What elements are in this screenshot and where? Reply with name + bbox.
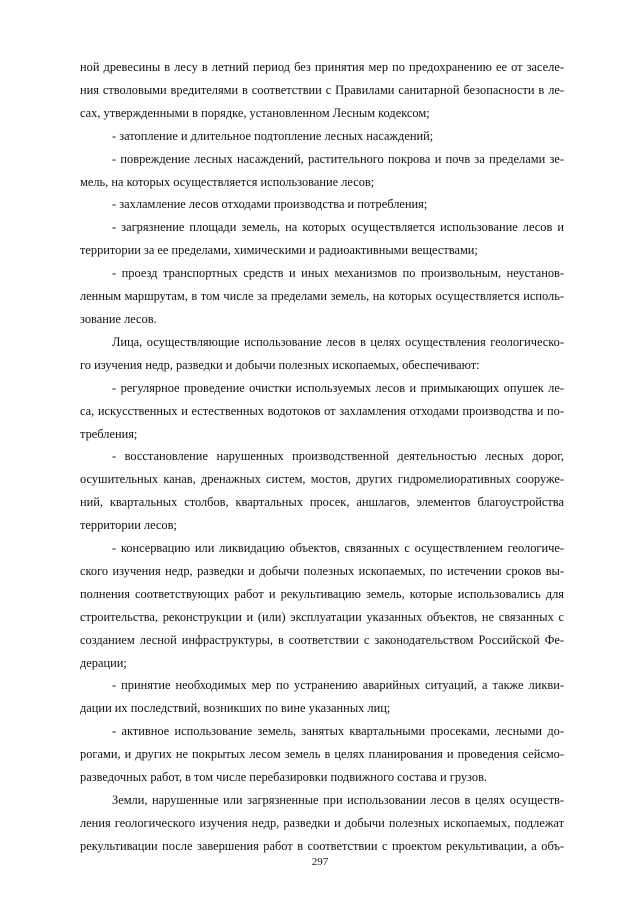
text-line: - проезд транспортных средств и иных механизмов по произвольным, неустанов- — [112, 266, 564, 281]
page-number: 297 — [311, 856, 329, 868]
text-line: ления геологического изучения недр, разведки и добычи полезных ископаемых, подлежат — [80, 815, 564, 830]
text-line: рогами, и других не покрытых лесом земель в целях планирования и проведения сейсмо- — [80, 747, 564, 762]
text-line: са, искусственных и естественных водотоков от захламления отходами производства и по- — [80, 403, 564, 418]
text-line: ленным маршрутам, в том числе за пределами земель, на которых осуществляется исполь- — [80, 289, 564, 304]
text-line: зование лесов. — [80, 311, 157, 326]
text-line: - затопление и длительное подтопление лесных насаждений; — [112, 128, 434, 143]
text-line: - захламление лесов отходами производства и потребления; — [112, 197, 428, 212]
text-line: сах, утвержденными в порядке, установленном Лесным кодексом; — [80, 105, 430, 120]
text-line: Земли, нарушенные или загрязненные при использовании лесов в целях осуществ- — [112, 793, 564, 807]
text-line: осушительных канав, дренажных систем, мостов, других гидромелиоративных сооруже- — [80, 472, 564, 487]
text-line: разведочных работ, в том числе перебазировки подвижного состава и грузов. — [80, 770, 488, 785]
text-line: - повреждение лесных насаждений, растительного покрова и почв за пределами зе- — [112, 151, 564, 166]
text-line: мель, на которых осуществляется использование лесов; — [80, 174, 375, 189]
text-line: Лица, осуществляющие использование лесов в целях осуществления геологическо- — [112, 334, 564, 349]
text-line: - активное использование земель, занятых квартальными просеками, лесными до- — [112, 724, 564, 739]
text-line: - принятие необходимых мер по устранению аварийных ситуаций, а также ликви- — [112, 678, 564, 693]
text-line: ной древесины в лесу в летний период без принятия мер по предохранению ее от заселе- — [80, 60, 564, 74]
text-line: территории лесов; — [80, 518, 177, 533]
text-line: - консервацию или ликвидацию объектов, связанных с осуществлением геологиче- — [112, 541, 564, 556]
text-line: рекультивации после завершения работ в соответствии с проектом рекультивации, а объ- — [80, 838, 564, 853]
text-line: го изучения недр, разведки и добычи полезных ископаемых, обеспечивают: — [80, 357, 480, 372]
text-line: ского изучения недр, разведки и добычи полезных ископаемых, по истечении сроков вы- — [80, 563, 564, 578]
text-line: дации их последствий, возникших по вине указанных лиц; — [80, 701, 391, 716]
text-line: - восстановление нарушенных производственной деятельностью лесных дорог, — [112, 449, 564, 464]
text-line: требления; — [80, 426, 138, 441]
text-line: территории за ее пределами, химическими и радиоактивными веществами; — [80, 243, 478, 258]
text-line: созданием лесной инфраструктуры, в соответствии с законодательством Российской Фе- — [80, 632, 564, 647]
text-line: строительства, реконструкции и (или) эксплуатации указанных объектов, не связанных с — [80, 609, 564, 624]
text-line: полнения соответствующих работ и рекультивацию земель, которые использовались для — [80, 586, 564, 601]
text-line: дерации; — [80, 655, 127, 670]
body-text — [80, 56, 564, 858]
text-line: ния стволовыми вредителями в соответствии с Правилами санитарной безопасности в ле- — [80, 82, 564, 97]
text-line: - загрязнение площади земель, на которых осуществляется использование лесов и — [112, 220, 564, 235]
text-line: ний, квартальных столбов, квартальных просек, аншлагов, элементов благоустройства — [80, 495, 564, 510]
text-line: - регулярное проведение очистки используемых лесов и примыкающих опушек ле- — [112, 380, 564, 395]
